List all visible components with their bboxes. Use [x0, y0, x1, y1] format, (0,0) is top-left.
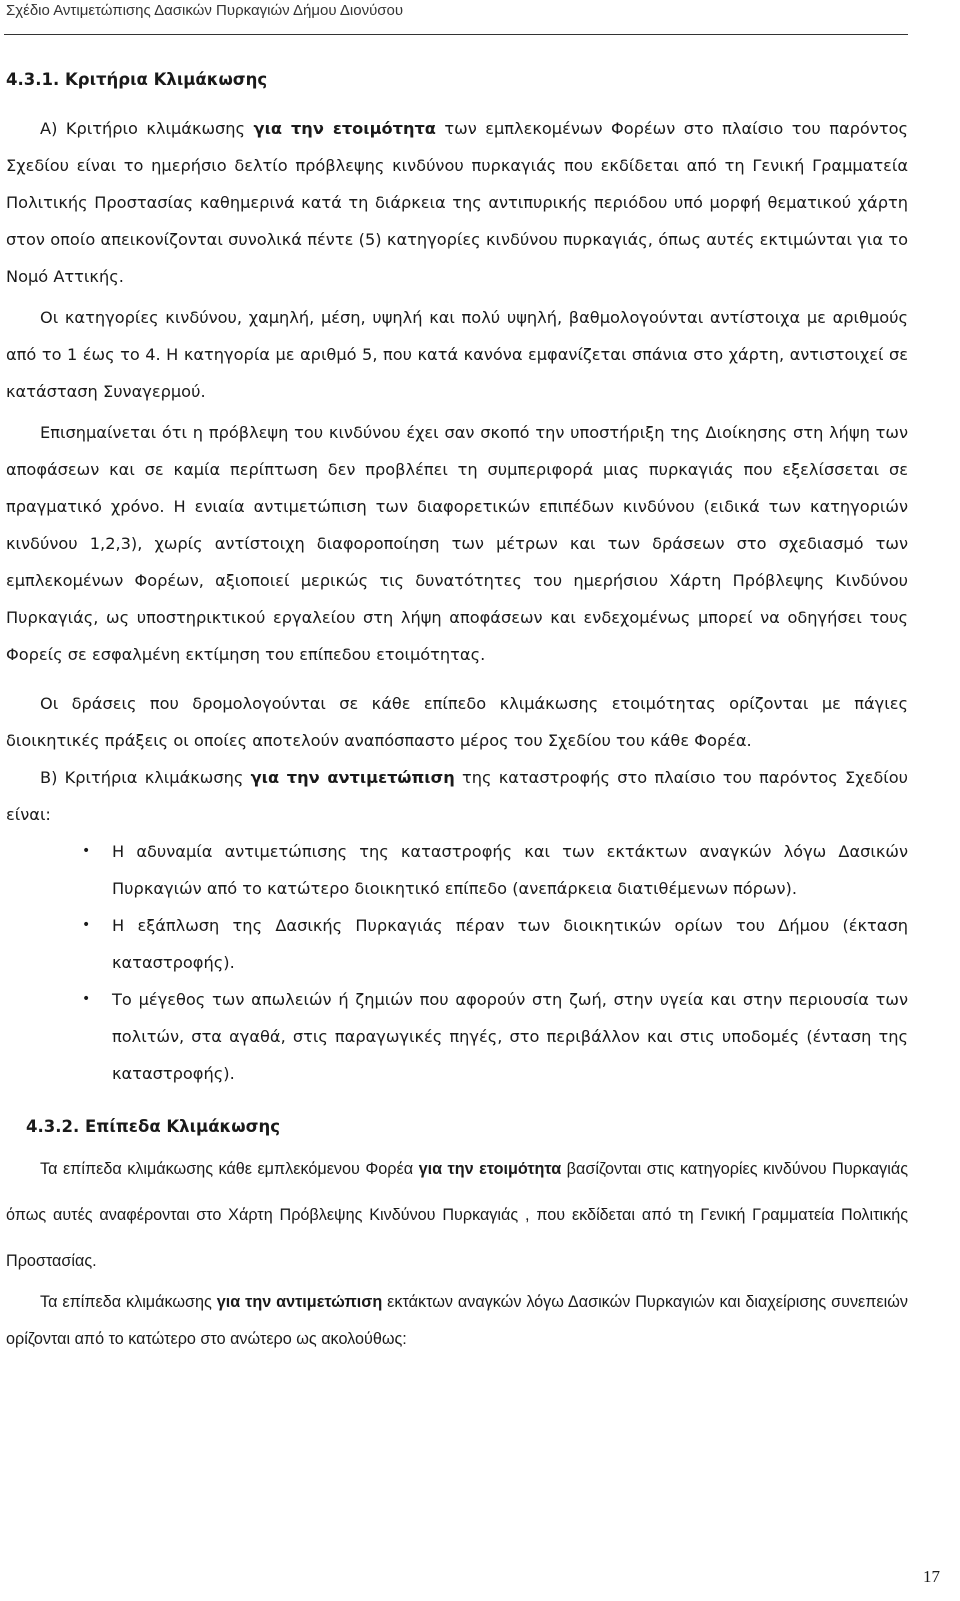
list-item: [6, 907, 908, 981]
paragraph-actions: Οι δράσεις που δρομολογούνται σε κάθε επίπεδο κλιμάκωσης ετοιμότητας ορίζονται με πάγιες διοικητικές πράξεις οι οποίες αποτελούν αναπόσπαστο μέρος του Σχεδίου του κάθε Φορέα.: [6, 694, 908, 750]
header-divider: [4, 34, 908, 35]
paragraph-criterion-a-rest: των εμπλεκομένων Φορέων στο πλαίσιο του παρόντος Σχεδίου είναι το ημερήσιο δελτίο πρόβλεψης κινδύνου πυρκαγιάς που εκδίδεται από τη Γενική Γραμματεία Πολιτικής Προστασίας καθημερινά κατά τη διάρκεια της αντιπυρικής περιόδου υπό μορφή θεματικού χάρτη στον οποίο απεικονίζονται συνολικά πέντε (5) κατηγορίες κινδύνου πυρκαγιάς, όπως αυτές εκτιμώνται για το Νομό Αττικής.: [6, 119, 908, 286]
paragraph-criterion-a: [6, 110, 908, 295]
paragraph-response-levels: [6, 1284, 908, 1358]
list-item-text: Η αδυναμία αντιμετώπισης της καταστροφής και των εκτάκτων αναγκών λόγω Δασικών Πυρκαγιών από το κατώτερο διοικητικό επίπεδο (ανεπάρκεια διατιθέμενων πόρων).: [112, 842, 908, 898]
criteria-list: [6, 833, 908, 1092]
paragraph-criterion-b-emphasis: για την αντιμετώπιση: [250, 768, 455, 787]
paragraph-criterion-b-intro: Β) Κριτήρια κλιμάκωσης: [40, 768, 251, 787]
paragraph-criterion-a-emphasis: για την ετοιμότητα: [253, 119, 436, 138]
paragraph-risk-categories: Οι κατηγορίες κινδύνου, χαμηλή, μέση, υψηλή και πολύ υψηλή, βαθμολογούνται αντίστοιχα με αριθμούς από το 1 έως το 4. Η κατηγορία με αριθμό 5, που κατά κανόνα εμφανίζεται σπάνια στο χάρτη, αντιστοιχεί σε κατάσταση Συναγερμού.: [6, 308, 908, 401]
bullet-icon: •: [82, 991, 91, 1007]
list-item-text: Η εξάπλωση της Δασικής Πυρκαγιάς πέραν των διοικητικών ορίων του Δήμου (έκταση καταστροφής).: [112, 916, 908, 972]
bullet-icon: •: [82, 917, 91, 933]
paragraph-readiness-rest: βασίζονται στις κατηγορίες κινδύνου Πυρκαγιάς όπως αυτές αναφέρονται στο Χάρτη Πρόβλεψης Κινδύνου Πυρκαγιάς , που εκδίδεται από τη Γενική Γραμματεία Πολιτικής Προστασίας.: [6, 1160, 908, 1270]
section-heading-levels: 4.3.2. Επίπεδα Κλιμάκωσης: [26, 1117, 280, 1136]
paragraph-forecast-note: Επισημαίνεται ότι η πρόβλεψη του κινδύνου έχει σαν σκοπό την υποστήριξη της Διοίκησης στη λήψη των αποφάσεων και σε καμία περίπτωση δεν προβλέπει τη συμπεριφορά μιας πυρκαγιάς που εξελίσσεται σε πραγματικό χρόνο. Η ενιαία αντιμετώπιση των διαφορετικών επιπέδων κινδύνου (ειδικά των κατηγοριών κινδύνου 1,2,3), χωρίς αντίστοιχη διαφοροποίηση των μέτρων και των δράσεων στο σχεδιασμό των εμπλεκομένων Φορέων, αξιοποιεί μερικώς τις δυνατότητες του ημερήσιου Χάρτη Πρόβλεψης Κινδύνου Πυρκαγιάς, ως υποστηρικτικού εργαλείου στη λήψη αποφάσεων και ενδεχομένως μπορεί να οδηγήσει τους Φορείς σε εσφαλμένη εκτίμηση του επίπεδου ετοιμότητας.: [6, 423, 908, 664]
paragraph-response-emphasis: για την αντιμετώπιση: [216, 1293, 383, 1311]
running-header: Σχέδιο Αντιμετώπισης Δασικών Πυρκαγιών Δήμου Διονύσου: [6, 2, 404, 19]
list-item: [6, 833, 908, 907]
paragraph-criterion-a-intro: Α) Κριτήριο κλιμάκωσης: [40, 119, 254, 138]
list-item: [6, 981, 908, 1092]
paragraph-response-rest: εκτάκτων αναγκών λόγω Δασικών Πυρκαγιών και διαχείρισης συνεπειών ορίζονται από το κατώτερο στο ανώτερο ως ακολούθως:: [6, 1293, 908, 1348]
paragraph-criterion-b-rest: της καταστροφής στο πλαίσιο του παρόντος Σχεδίου είναι:: [6, 768, 908, 824]
paragraph-readiness-levels: [6, 1146, 908, 1284]
bullet-icon: •: [82, 843, 91, 859]
document-body: [6, 68, 908, 1358]
paragraph-readiness-emphasis: για την ετοιμότητα: [418, 1160, 562, 1178]
paragraph-readiness-intro: Τα επίπεδα κλιμάκωσης κάθε εμπλεκόμενου Φορέα: [40, 1160, 419, 1178]
list-item-text: Το μέγεθος των απωλειών ή ζημιών που αφορούν στη ζωή, στην υγεία και στην περιουσία των πολιτών, στα αγαθά, στις παραγωγικές πηγές, στο περιβάλλον και στις υποδομές (ένταση της καταστροφής).: [112, 990, 908, 1083]
page-number: 17: [923, 1567, 940, 1586]
paragraph-response-intro: Τα επίπεδα κλιμάκωσης: [40, 1293, 217, 1311]
paragraph-criterion-b: [6, 759, 908, 833]
section-heading-criteria: 4.3.1. Κριτήρια Κλιμάκωσης: [6, 70, 268, 89]
